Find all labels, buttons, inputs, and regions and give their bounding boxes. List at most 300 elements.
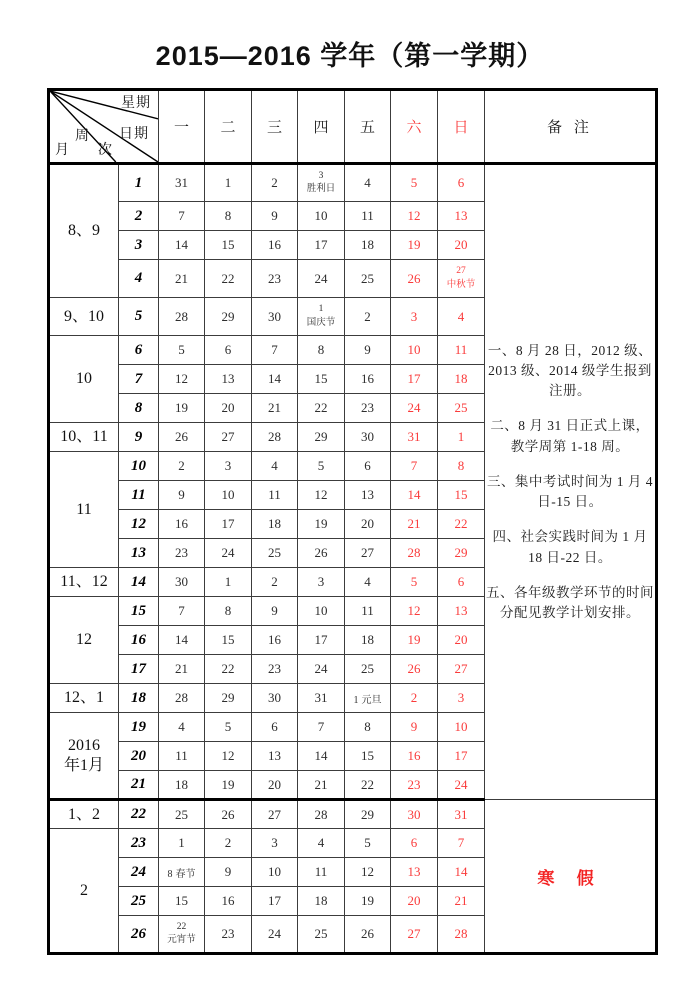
day-cell [345, 887, 391, 916]
day-number: 22 [361, 776, 374, 792]
day-cell [159, 684, 205, 713]
day-cell [159, 365, 205, 394]
day-number: 24 [454, 776, 468, 792]
week-number-cell: 9 [119, 423, 159, 452]
header-row [49, 90, 657, 164]
day-number: 14 [175, 237, 188, 252]
week-number-cell: 3 [119, 231, 159, 260]
day-cell [159, 336, 205, 365]
day-number: 27 [361, 545, 374, 560]
day-number: 22 [221, 661, 235, 676]
day-cell [298, 568, 345, 597]
day-number: 17 [268, 893, 281, 908]
day-cell [345, 626, 391, 655]
day-cell [205, 365, 252, 394]
day-number: 10 [268, 864, 281, 879]
day-number: 8 [317, 342, 325, 357]
day-number: 9 [410, 719, 418, 734]
day-number: 27 [456, 266, 466, 277]
day-number: 28 [175, 690, 188, 705]
day-cell [252, 800, 298, 829]
day-cell [298, 626, 345, 655]
day-number: 13 [268, 748, 281, 763]
week-number-cell: 13 [119, 539, 159, 568]
week-row [49, 800, 657, 829]
day-number: 20 [454, 237, 468, 252]
day-number: 21 [314, 776, 328, 792]
month-label: 2 [80, 881, 88, 899]
day-number: 11 [361, 208, 374, 223]
day-number: 15 [175, 893, 188, 908]
day-cell [438, 164, 485, 202]
day-cell [252, 260, 298, 298]
header-day-sun: 日 [438, 90, 485, 164]
day-cell [391, 887, 438, 916]
day-cell [252, 771, 298, 800]
day-cell [391, 202, 438, 231]
day-number: 1 [178, 835, 185, 850]
day-cell [205, 164, 252, 202]
day-number: 9 [271, 208, 278, 223]
day-number: 31 [175, 175, 188, 190]
day-number: 12 [314, 487, 328, 502]
day-cell [438, 568, 485, 597]
day-cell [298, 539, 345, 568]
week-number-cell: 8 [119, 394, 159, 423]
day-number: 25 [268, 545, 281, 560]
day-cell [205, 423, 252, 452]
day-number: 1 [457, 429, 465, 444]
day-number: 20 [268, 776, 281, 792]
day-cell [205, 481, 252, 510]
day-cell [205, 510, 252, 539]
day-cell [252, 202, 298, 231]
day-cell [159, 887, 205, 916]
day-cell [438, 539, 485, 568]
month-cell [49, 713, 119, 800]
day-cell [391, 829, 438, 858]
day-number: 2 [271, 574, 278, 589]
day-cell [391, 423, 438, 452]
day-number: 9 [178, 487, 185, 502]
day-cell [298, 800, 345, 829]
day-number: 17 [454, 748, 468, 763]
month-label: 8、9 [67, 222, 100, 239]
header-day-sat: 六 [391, 90, 438, 164]
day-cell [438, 452, 485, 481]
day-number: 15 [314, 371, 328, 386]
day-cell [391, 684, 438, 713]
day-number: 1 [353, 694, 359, 706]
day-number: 27 [268, 806, 281, 822]
remarks-cell [485, 164, 657, 800]
day-number: 12 [361, 864, 374, 879]
day-number: 8 [364, 719, 371, 734]
month-cell [49, 800, 119, 829]
day-cell [159, 655, 205, 684]
month-cell [49, 829, 119, 954]
day-number: 1 [224, 574, 232, 589]
day-cell [298, 684, 345, 713]
day-cell [298, 260, 345, 298]
day-number: 2 [271, 175, 278, 190]
day-cell [252, 916, 298, 954]
day-number: 27 [221, 429, 235, 444]
week-number-cell: 23 [119, 829, 159, 858]
day-number: 26 [361, 926, 374, 941]
corner-label-order: 次 [98, 143, 113, 158]
week-number-cell: 24 [119, 858, 159, 887]
day-cell [205, 887, 252, 916]
day-number: 14 [175, 632, 188, 647]
day-cell [205, 655, 252, 684]
month-cell [49, 298, 119, 336]
day-number: 18 [361, 237, 374, 252]
holiday-label: 国庆节 [306, 317, 336, 328]
day-number: 20 [454, 632, 468, 647]
day-number: 16 [221, 893, 235, 908]
month-label: 12、1 [63, 689, 104, 706]
week-number-cell: 19 [119, 713, 159, 742]
day-number: 25 [361, 270, 374, 286]
header-day-thu: 四 [298, 90, 345, 164]
day-cell [159, 231, 205, 260]
day-cell [298, 713, 345, 742]
day-cell [438, 231, 485, 260]
day-number: 24 [314, 661, 328, 676]
day-number: 30 [175, 574, 188, 589]
day-cell [298, 365, 345, 394]
day-number: 25 [361, 661, 374, 676]
month-label: 10 [76, 370, 92, 387]
day-cell [438, 510, 485, 539]
week-number-cell: 2 [119, 202, 159, 231]
day-number: 23 [268, 661, 281, 676]
month-cell [49, 597, 119, 684]
day-cell [438, 655, 485, 684]
day-number: 26 [314, 545, 328, 560]
day-number: 17 [407, 371, 421, 386]
week-number-cell: 6 [119, 336, 159, 365]
week-row [49, 164, 657, 202]
day-cell [345, 260, 391, 298]
day-number: 25 [175, 806, 188, 822]
day-cell [252, 510, 298, 539]
remark-note: 一、8 月 28 日，2012 级、2013 级、2014 级学生报到注册。 [487, 342, 653, 399]
day-cell [159, 452, 205, 481]
day-number: 3 [271, 835, 278, 850]
month-label: 11 [76, 500, 92, 518]
corner-label-weekday: 星期 [121, 96, 151, 111]
day-cell [298, 597, 345, 626]
day-number: 4 [457, 308, 465, 324]
day-cell [345, 655, 391, 684]
day-cell [345, 164, 391, 202]
week-number-cell: 26 [119, 916, 159, 954]
day-number: 22 [176, 921, 187, 932]
day-cell [205, 684, 252, 713]
day-cell [391, 452, 438, 481]
day-cell [252, 597, 298, 626]
day-number: 18 [268, 516, 281, 531]
day-cell [391, 539, 438, 568]
header-day-tue: 二 [205, 90, 252, 164]
day-number: 6 [457, 175, 465, 190]
day-cell [252, 858, 298, 887]
day-number: 18 [175, 776, 188, 792]
vacation-label: 寒 假 [537, 868, 603, 888]
holiday-label: 春节 [175, 868, 196, 880]
day-cell [159, 298, 205, 336]
corner-label-date: 日期 [119, 127, 149, 142]
day-cell [252, 742, 298, 771]
day-number: 25 [314, 926, 328, 941]
day-number: 2 [224, 835, 232, 850]
day-cell [159, 481, 205, 510]
corner-label-month: 月 [55, 143, 70, 158]
day-cell [345, 481, 391, 510]
day-number: 10 [314, 603, 328, 618]
month-label: 11、12 [60, 573, 108, 590]
day-cell [345, 829, 391, 858]
day-cell [298, 452, 345, 481]
day-number: 28 [314, 806, 328, 822]
day-cell [159, 742, 205, 771]
day-cell [391, 713, 438, 742]
day-cell [345, 423, 391, 452]
day-cell [391, 481, 438, 510]
day-cell [252, 298, 298, 336]
day-cell [438, 742, 485, 771]
day-cell [205, 742, 252, 771]
day-number: 3 [224, 458, 232, 473]
week-number-cell: 12 [119, 510, 159, 539]
day-number: 3 [410, 308, 418, 324]
month-cell [49, 452, 119, 568]
day-number: 26 [407, 270, 421, 286]
day-cell [205, 916, 252, 954]
day-cell [345, 510, 391, 539]
day-number: 5 [317, 458, 325, 473]
day-cell [391, 336, 438, 365]
day-number: 15 [221, 632, 235, 647]
day-number: 20 [221, 400, 235, 415]
day-cell [298, 742, 345, 771]
week-number-cell: 20 [119, 742, 159, 771]
day-cell [159, 858, 205, 887]
day-cell [345, 202, 391, 231]
day-number: 6 [364, 458, 371, 473]
day-number: 19 [221, 776, 235, 792]
day-cell [438, 260, 485, 298]
day-cell [345, 713, 391, 742]
day-cell [391, 231, 438, 260]
day-number: 17 [221, 516, 235, 531]
day-number: 26 [221, 806, 235, 822]
week-number-cell: 15 [119, 597, 159, 626]
day-number: 28 [454, 926, 468, 941]
day-cell [298, 298, 345, 336]
day-number: 13 [407, 864, 421, 879]
day-cell [159, 568, 205, 597]
day-number: 4 [178, 719, 185, 734]
day-cell [205, 452, 252, 481]
week-number-cell: 11 [119, 481, 159, 510]
day-number: 12 [407, 603, 421, 618]
day-number: 19 [407, 237, 421, 252]
week-number-cell: 10 [119, 452, 159, 481]
day-number: 24 [268, 926, 281, 941]
day-number: 30 [361, 429, 374, 444]
day-cell [391, 916, 438, 954]
day-number: 23 [268, 270, 281, 286]
day-cell [205, 231, 252, 260]
day-number: 7 [271, 342, 278, 357]
day-cell [252, 231, 298, 260]
day-cell [252, 655, 298, 684]
day-number: 10 [407, 342, 421, 357]
remark-note: 四、社会实践时间为 1 月 18 日-22 日。 [492, 529, 648, 565]
day-number: 5 [178, 342, 185, 357]
day-number: 23 [361, 400, 374, 415]
day-number: 4 [271, 458, 278, 473]
day-number: 8 [224, 208, 232, 223]
day-number: 1 [224, 175, 232, 190]
day-cell [345, 298, 391, 336]
holiday-label: 胜利日 [306, 184, 336, 194]
day-cell [345, 800, 391, 829]
day-cell [252, 568, 298, 597]
month-cell [49, 684, 119, 713]
week-number-cell: 14 [119, 568, 159, 597]
day-cell [438, 626, 485, 655]
day-cell [252, 829, 298, 858]
holiday-label: 中秋节 [446, 279, 476, 290]
day-cell [438, 771, 485, 800]
day-number: 21 [175, 270, 188, 286]
header-day-mon: 一 [159, 90, 205, 164]
day-cell [159, 539, 205, 568]
day-cell [391, 568, 438, 597]
week-number-cell: 22 [119, 800, 159, 829]
day-cell [205, 771, 252, 800]
day-cell [252, 365, 298, 394]
day-number: 17 [314, 237, 328, 252]
day-cell [159, 829, 205, 858]
day-number: 6 [457, 574, 465, 589]
day-number: 24 [407, 400, 421, 415]
calendar-table [47, 88, 658, 955]
day-number: 6 [271, 719, 278, 734]
remarks-header: 备 注 [485, 90, 657, 164]
day-cell [298, 829, 345, 858]
day-cell [205, 626, 252, 655]
day-number: 15 [221, 237, 235, 252]
day-number: 8 [457, 458, 465, 473]
day-number: 11 [454, 342, 468, 357]
day-cell [298, 887, 345, 916]
remark-note: 五、各年级教学环节的时间分配见教学计划安排。 [486, 584, 654, 621]
day-number: 7 [457, 835, 465, 850]
corner-cell [49, 90, 159, 164]
day-number: 31 [314, 690, 328, 705]
day-cell [252, 887, 298, 916]
day-cell [391, 742, 438, 771]
day-cell [298, 336, 345, 365]
day-cell [159, 394, 205, 423]
day-number: 30 [268, 308, 281, 324]
day-cell [391, 365, 438, 394]
day-cell [159, 800, 205, 829]
day-cell [391, 164, 438, 202]
day-number: 29 [221, 690, 235, 705]
day-cell [205, 336, 252, 365]
day-number: 14 [314, 748, 328, 763]
day-cell [159, 916, 205, 954]
day-cell [391, 626, 438, 655]
day-cell [298, 231, 345, 260]
day-number: 18 [454, 371, 468, 386]
day-number: 9 [364, 342, 371, 357]
day-number: 12 [221, 748, 235, 763]
day-cell [205, 800, 252, 829]
day-number: 1 [318, 304, 324, 315]
day-number: 27 [407, 926, 421, 941]
day-cell [205, 298, 252, 336]
day-number: 16 [268, 237, 281, 252]
day-number: 23 [221, 926, 235, 941]
day-cell [391, 597, 438, 626]
day-number: 22 [454, 516, 468, 531]
month-cell [49, 164, 119, 298]
day-cell [438, 336, 485, 365]
day-cell [345, 231, 391, 260]
day-number: 16 [175, 516, 188, 531]
day-cell [345, 394, 391, 423]
day-cell [252, 626, 298, 655]
day-number: 28 [268, 429, 281, 444]
day-number: 22 [221, 270, 235, 286]
day-cell [252, 423, 298, 452]
day-number: 11 [268, 487, 281, 502]
day-number: 8 [167, 868, 173, 880]
day-number: 23 [175, 545, 188, 560]
day-cell [159, 164, 205, 202]
day-cell [298, 771, 345, 800]
day-cell [205, 568, 252, 597]
day-cell [205, 829, 252, 858]
day-number: 24 [314, 270, 328, 286]
day-number: 14 [454, 864, 468, 879]
day-cell [438, 800, 485, 829]
day-number: 19 [407, 632, 421, 647]
day-cell [438, 365, 485, 394]
day-number: 15 [454, 487, 468, 502]
day-cell [252, 684, 298, 713]
day-cell [205, 539, 252, 568]
day-number: 31 [454, 806, 468, 822]
day-number: 2 [364, 308, 371, 324]
day-cell [205, 858, 252, 887]
week-number-cell: 7 [119, 365, 159, 394]
day-number: 26 [407, 661, 421, 676]
day-number: 27 [454, 661, 468, 676]
remark-note: 三、集中考试时间为 1 月 4 日-15 日。 [486, 473, 654, 510]
day-cell [391, 394, 438, 423]
day-number: 30 [268, 690, 281, 705]
week-number-cell: 21 [119, 771, 159, 800]
day-cell [391, 298, 438, 336]
